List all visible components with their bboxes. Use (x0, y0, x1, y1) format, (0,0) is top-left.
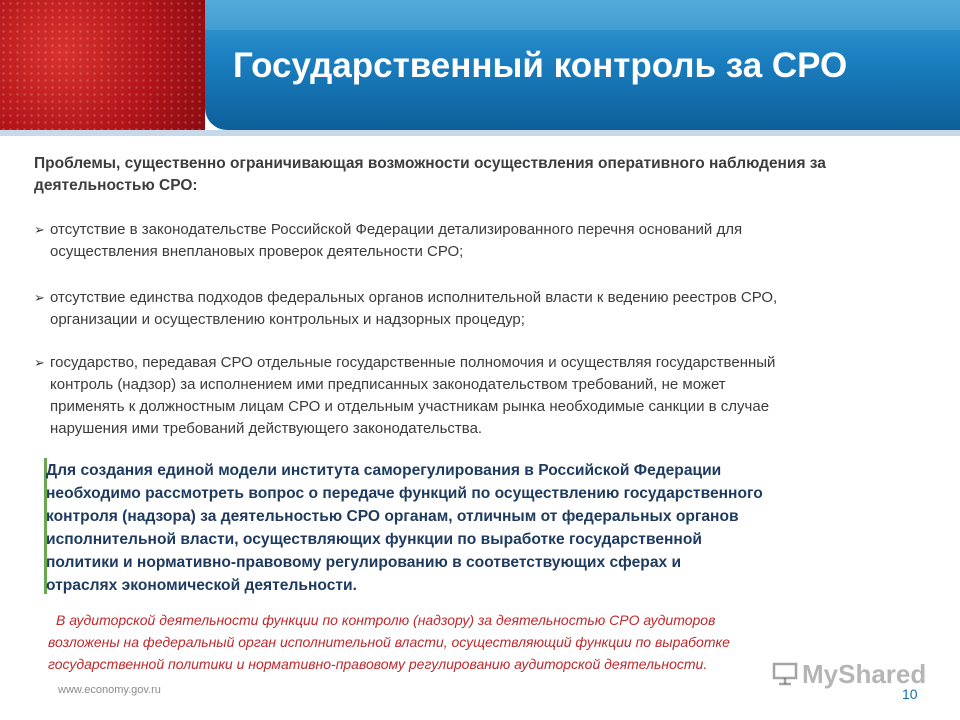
conclusion-text (46, 459, 951, 597)
bullet-body (34, 287, 954, 331)
bullet-item (34, 287, 954, 331)
arrow-bullet-icon: ➢ (34, 222, 45, 237)
header-gloss (205, 0, 960, 30)
bullet-line: нарушения ими требований действующего законодательства. (50, 420, 483, 437)
bullet-line: отсутствие единства подходов федеральных органов исполнительной власти к ведению реестров СРО, (50, 289, 778, 306)
header-decor-dots (0, 0, 205, 130)
bullet-item (34, 219, 934, 263)
conclusion-line: необходимо рассмотреть вопрос о передаче функций по осуществлению государственного (46, 485, 763, 502)
footer-url[interactable]: www.economy.gov.ru (58, 684, 161, 696)
note-line: государственной политики и нормативно-правовому регулированию аудиторской деятельности. (48, 656, 708, 672)
audit-note (48, 609, 878, 675)
header-divider (0, 130, 960, 136)
note-line: В аудиторской деятельности функции по контролю (надзору) за деятельностью СРО аудиторов (56, 612, 716, 628)
bullet-item (34, 352, 954, 440)
conclusion-line: отраслях экономической деятельности. (46, 577, 357, 594)
intro-text: Проблемы, существенно ограничивающая возможности осуществления оперативного наблюдения за деятельностью СРО: (34, 155, 826, 194)
conclusion-line: Для создания единой модели института саморегулирования в Российской Федерации (46, 462, 722, 479)
slide-header (0, 0, 960, 130)
bullet-body (34, 352, 954, 440)
bullet-body (34, 219, 934, 263)
page-number: 10 (902, 686, 918, 702)
bullet-line: государство, передавая СРО отдельные государственные полномочия и осуществляя государственный (50, 354, 776, 371)
arrow-bullet-icon: ➢ (34, 290, 45, 305)
conclusion-line: контроля (надзора) за деятельностью СРО органам, отличным от федеральных органов (46, 508, 739, 525)
conclusion-line: политики и нормативно-правовому регулированию в соответствующих сферах и (46, 554, 682, 571)
bullet-line: отсутствие в законодательстве Российской Федерации детализированного перечня оснований для (50, 221, 743, 238)
bullet-line: организации и осуществлению контрольных и надзорных процедур; (50, 311, 525, 328)
watermark-text: MyShared (802, 659, 927, 689)
conclusion-line: исполнительной власти, осуществляющих функции по выработке государственной (46, 531, 702, 548)
arrow-bullet-icon: ➢ (34, 355, 45, 370)
presentation-icon (772, 662, 798, 686)
header-decor-red (0, 0, 205, 130)
bullet-line: применять к должностным лицам СРО и отдельным участникам рынка необходимые санкции в случае (50, 398, 770, 415)
intro-block (34, 153, 934, 197)
slide-title: Государственный контроль за СРО (233, 46, 848, 85)
note-line: возложены на федеральный орган исполнительной власти, осуществляющий функции по выработке (48, 634, 730, 650)
bullet-line: контроль (надзор) за исполнением ими предписанных законодательством требований, не может (50, 376, 726, 393)
bullet-line: осуществления внеплановых проверок деятельности СРО; (50, 243, 464, 260)
